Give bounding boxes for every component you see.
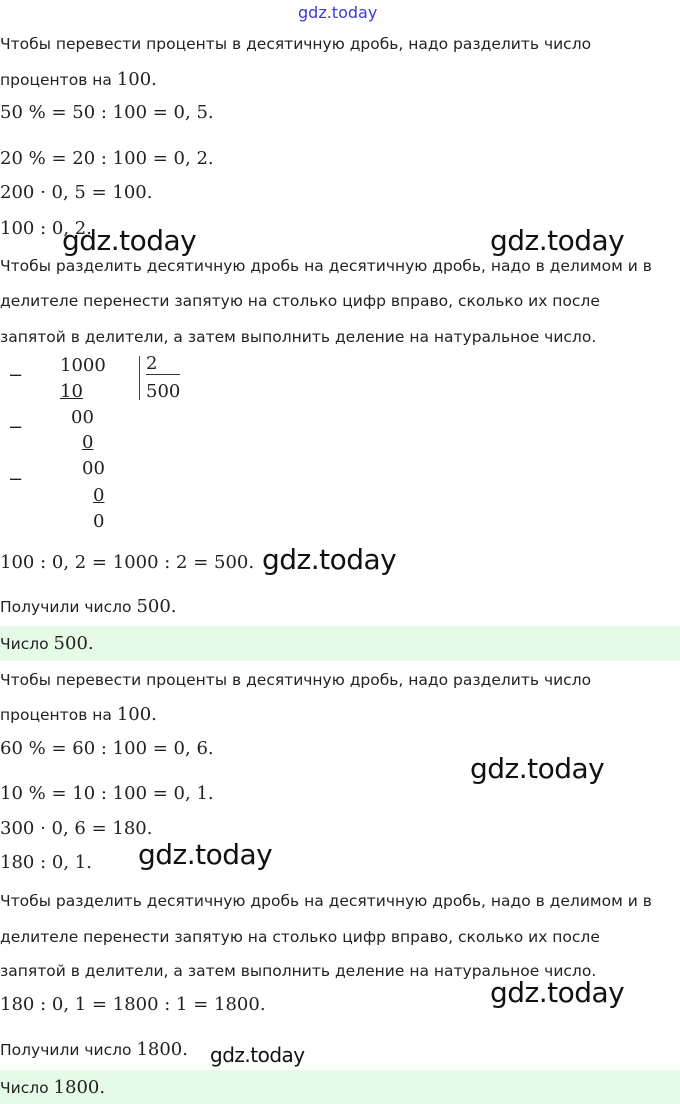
result-text	[0, 597, 177, 617]
number: 1800.	[53, 1077, 106, 1098]
rule-text: Чтобы перевести проценты в десятичную дробь, надо разделить число	[0, 671, 592, 689]
watermark: gdz.today	[490, 976, 625, 1009]
subtrahend: 0	[82, 432, 94, 453]
rule-text: делителе перенести запятую на столько цифр вправо, сколько их после	[0, 928, 600, 946]
watermark: gdz.today	[138, 838, 273, 871]
minus-sign: −	[8, 365, 24, 386]
number: 100.	[116, 704, 157, 725]
equation: 180 : 0, 1 = 1800 : 1 = 1800.	[0, 994, 266, 1015]
remainder: 00	[82, 458, 105, 479]
minus-sign: −	[8, 417, 24, 438]
divisor: 2	[146, 354, 180, 375]
equation: 100 : 0, 2 = 1000 : 2 = 500.	[0, 552, 255, 573]
minus-sign: −	[8, 469, 24, 490]
subtrahend: 10	[60, 381, 83, 402]
equation: 300 · 0, 6 = 180.	[0, 818, 153, 839]
result-text	[0, 1040, 188, 1060]
rule-text: Чтобы разделить десятичную дробь на десятичную дробь, надо в делимом и в	[0, 257, 652, 275]
rule-text: запятой в делители, а затем выполнить деление на натуральное число.	[0, 962, 597, 980]
number: 500.	[136, 596, 177, 617]
number: 1800.	[136, 1039, 188, 1060]
text: процентов на	[0, 706, 117, 724]
remainder: 00	[71, 407, 94, 428]
number: 100.	[116, 69, 157, 90]
watermark: gdz.today	[62, 224, 197, 257]
rule-text: запятой в делители, а затем выполнить деление на натуральное число.	[0, 328, 597, 346]
answer-text	[0, 1078, 105, 1098]
rule-text: делителе перенести запятую на столько цифр вправо, сколько их после	[0, 292, 600, 310]
text: Число	[0, 1079, 54, 1097]
equation: 200 · 0, 5 = 100.	[0, 182, 153, 203]
watermark: gdz.today	[490, 224, 625, 257]
text: Получили число	[0, 598, 137, 616]
text: Число	[0, 635, 54, 653]
answer-text	[0, 634, 94, 654]
equation: 10 % = 10 : 100 = 0, 1.	[0, 783, 214, 804]
dividend: 1000	[60, 355, 106, 376]
text: Получили число	[0, 1041, 137, 1059]
equation: 60 % = 60 : 100 = 0, 6.	[0, 738, 214, 759]
rule-text: Чтобы перевести проценты в десятичную дробь, надо разделить число	[0, 35, 592, 53]
number: 500.	[53, 633, 94, 654]
watermark: gdz.today	[210, 1043, 305, 1067]
equation: 180 : 0, 1.	[0, 852, 92, 873]
rule-text: Чтобы разделить десятичную дробь на десятичную дробь, надо в делимом и в	[0, 892, 652, 910]
remainder: 0	[93, 511, 105, 532]
equation: 50 % = 50 : 100 = 0, 5.	[0, 102, 214, 123]
subtrahend: 0	[93, 485, 105, 506]
rule-text	[0, 70, 157, 90]
equation: 100 : 0, 2.	[0, 218, 92, 239]
text: процентов на	[0, 71, 117, 89]
quotient: 500	[146, 381, 181, 402]
watermark: gdz.today	[262, 543, 397, 576]
equation: 20 % = 20 : 100 = 0, 2.	[0, 148, 214, 169]
answer-band	[0, 626, 680, 661]
watermark: gdz.today	[470, 752, 605, 785]
top-watermark: gdz.today	[298, 3, 378, 22]
rule-text	[0, 705, 157, 725]
